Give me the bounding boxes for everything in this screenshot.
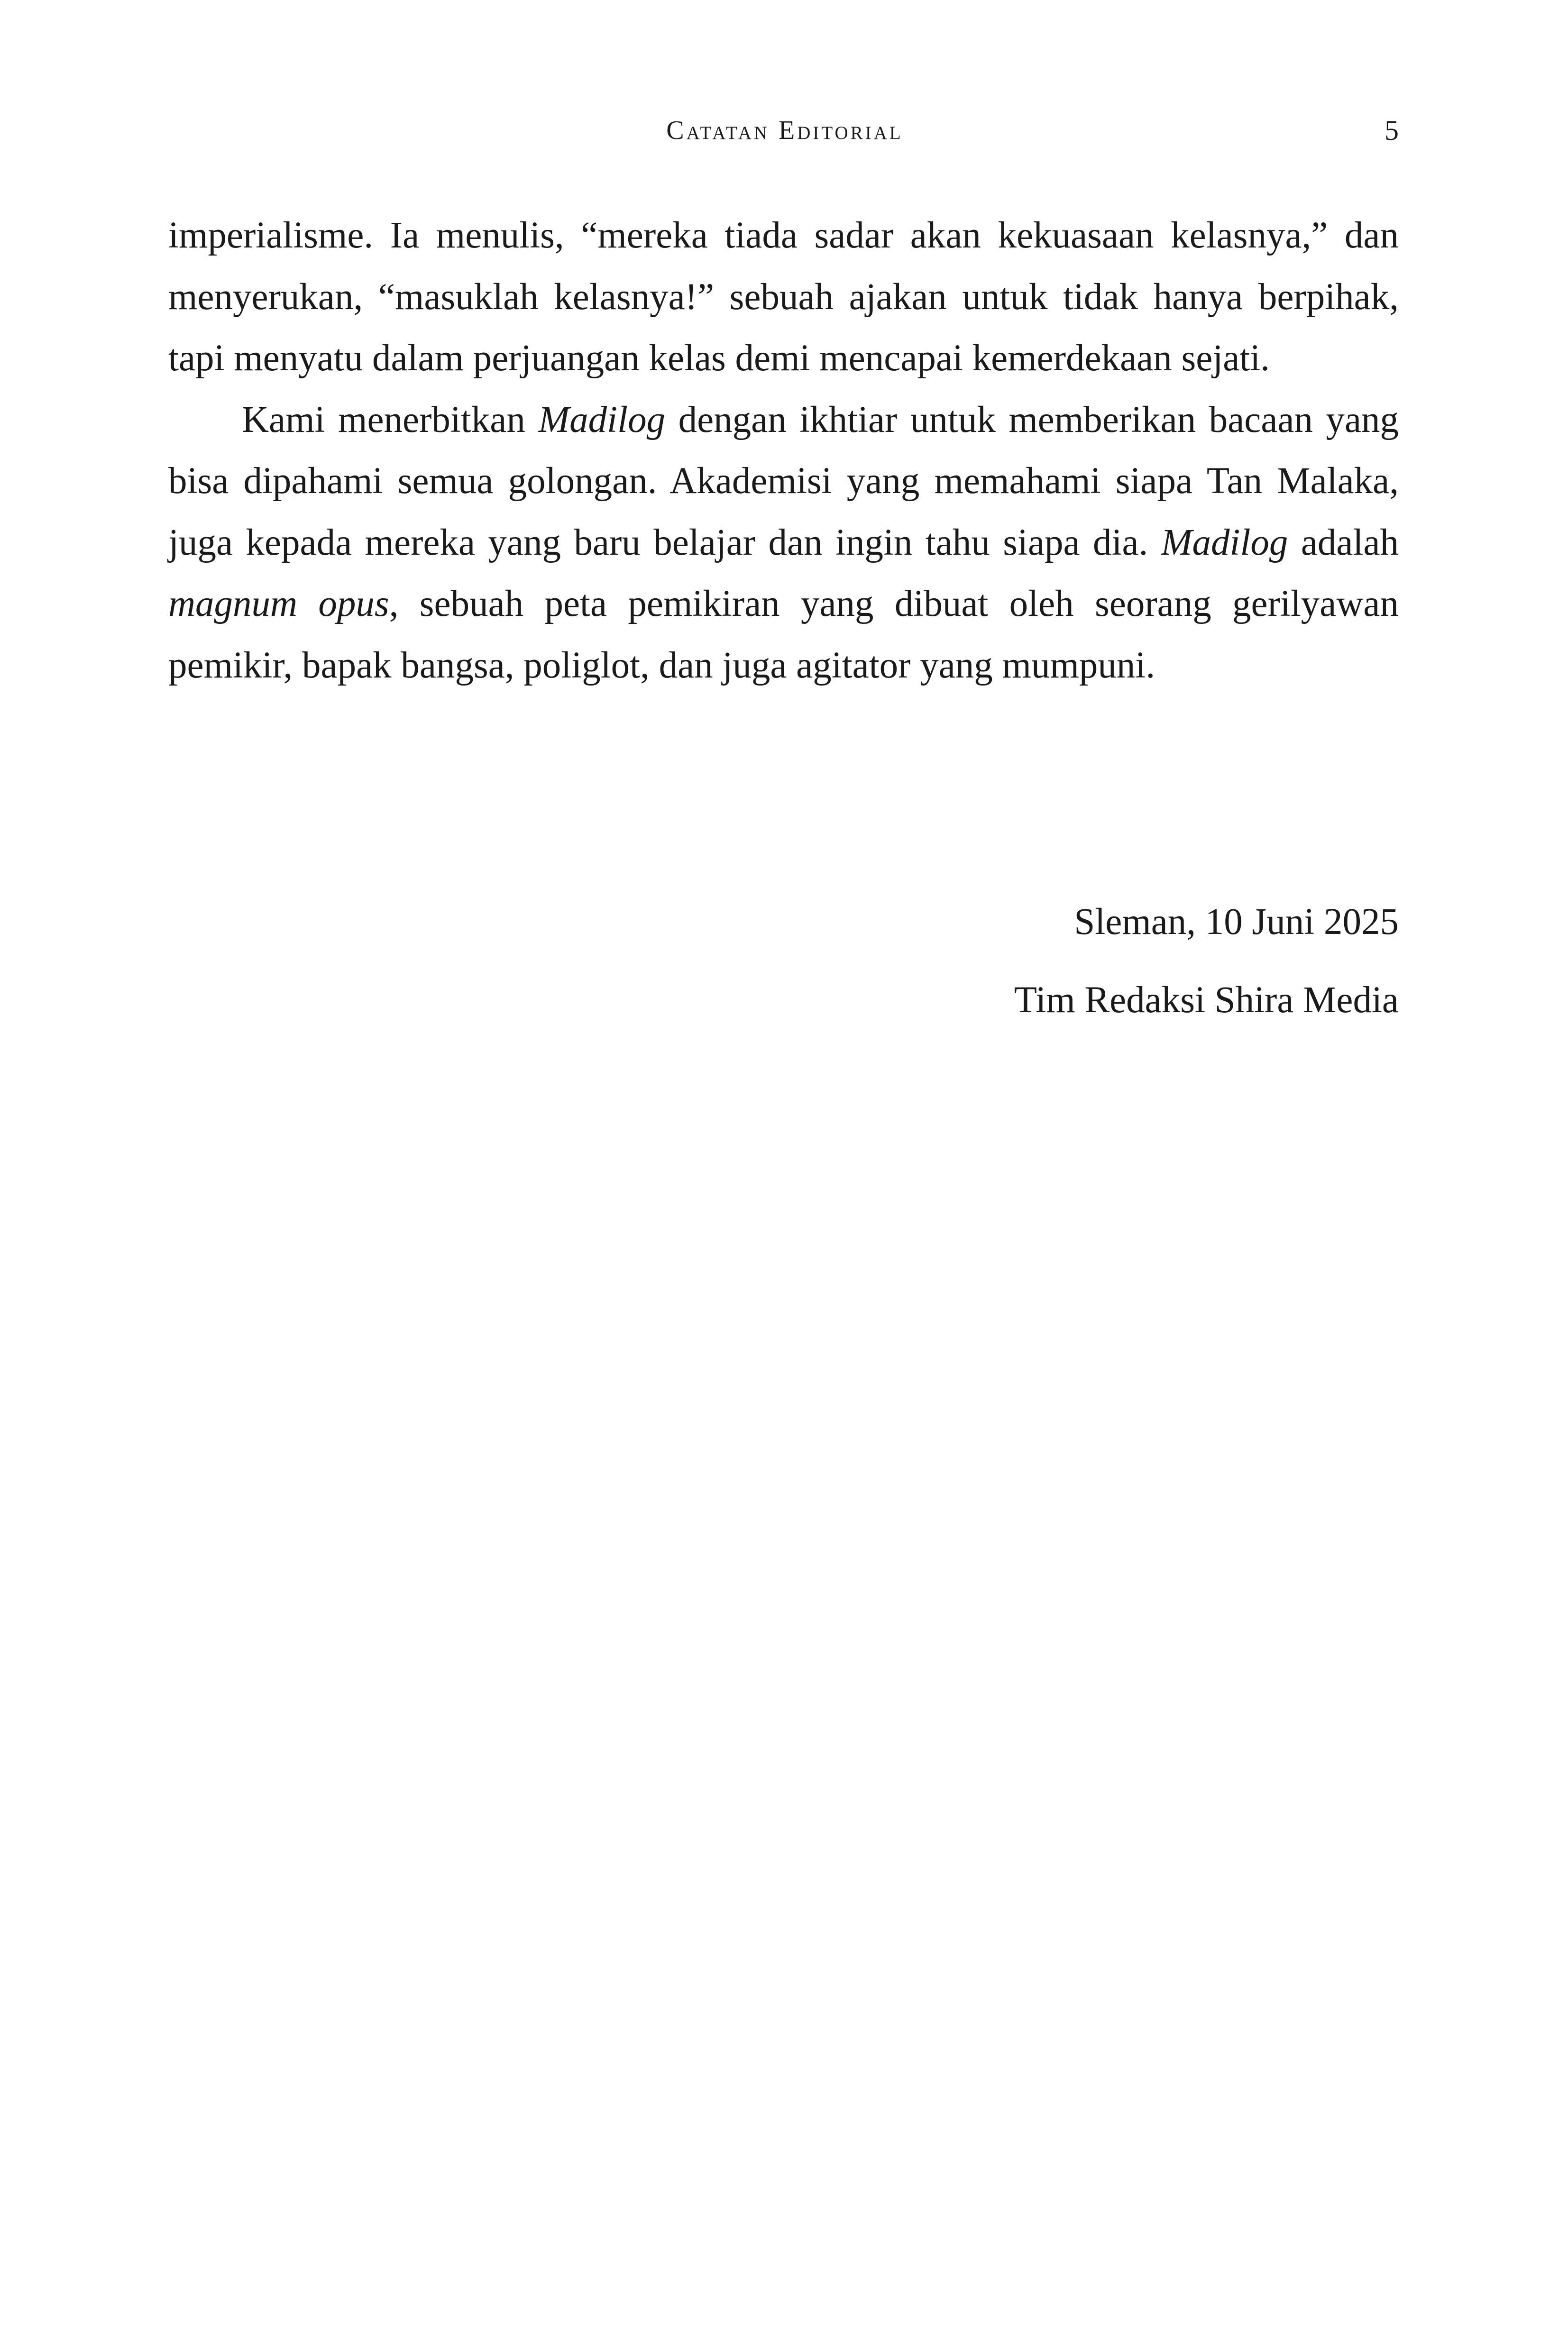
page-number: 5 [1385,115,1399,146]
term-magnum-opus: magnum opus [168,583,389,624]
signature-author: Tim Redaksi Shira Media [1014,979,1399,1021]
paragraph-text: dengan ikhtiar untuk memberikan bacaan yang bisa dipahami semua golongan. Akademisi yang memahami siapa Tan Malaka, juga kepada mereka yang baru belajar dan ingin tahu siapa dia. [168,399,1399,563]
paragraph-text: imperialisme. Ia menulis, “mereka tiada sadar akan kekuasaan kelasnya,” dan menyerukan, “masuklah kelasnya!” sebuah ajakan untuk tidak hanya berpihak, tapi menyatu dalam perjuangan kelas demi mencapai kemerdekaan sejati. [168,215,1399,379]
running-header [171,109,1399,152]
signature-block [1014,883,1399,1039]
body-text [168,205,1399,696]
paragraph-text: , sebuah peta pemikiran yang dibuat oleh seorang gerilyawan pemikir, bapak bangsa, poliglot, dan juga agitator yang mumpuni. [168,583,1399,686]
paragraph-text: Kami menerbitkan [242,399,539,440]
book-title-madilog: Madilog [538,399,666,440]
paragraph-text: adalah [1288,522,1399,563]
signature-place-date: Sleman, 10 Juni 2025 [1074,901,1399,943]
paragraph-continuation [168,205,1399,389]
book-title-madilog: Madilog [1161,522,1288,563]
running-title: Catatan Editorial [666,116,903,145]
paragraph-publishing-intent [168,389,1399,696]
